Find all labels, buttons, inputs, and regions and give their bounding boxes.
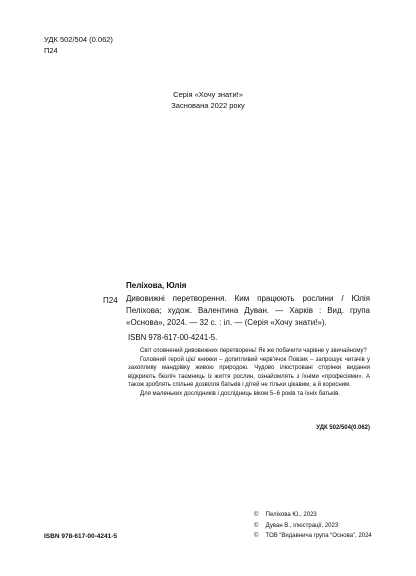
series-founded: Заснована 2022 року <box>171 101 245 110</box>
copyright-text: Пеліхова Ю., 2023 <box>265 512 317 518</box>
bibliographic-description: Дивовижні перетворення. Ким працюють рослини / Юлія Пеліхова; худож. Валентина Дуван. — Харків : Вид. група «Основа», 2024. — 32 с. : іл. — (Серія «Хочу знати!»). <box>126 294 370 327</box>
copyright-line <box>254 510 372 521</box>
abstract <box>128 347 370 399</box>
abstract-paragraph: Світ сповнений дивовижних перетворень! Як же побачити чарівне у звичайному? <box>140 348 367 354</box>
copyright-icon: © <box>254 533 259 539</box>
udc-index-right: УДК 502/504(0.062) <box>316 425 370 431</box>
author-name: Пеліхова, Юлія <box>126 281 187 290</box>
abstract-paragraph: Для маленьких дослідників і дослідниць віком 5–6 років та їхніх батьків. <box>140 390 340 397</box>
copyright-text: ТОВ “Видавнича група “Основа”, 2024 <box>265 533 372 539</box>
isbn-line: ISBN 978-617-00-4241-5. <box>128 333 218 342</box>
series-block <box>0 89 416 111</box>
udc-code: УДК 502/504 (0.062) <box>44 35 113 44</box>
copyright-block <box>254 510 372 542</box>
copyright-icon: © <box>254 522 259 529</box>
copyright-icon: © <box>254 512 259 518</box>
udc-index-top <box>44 34 113 56</box>
abstract-paragraph: Головний герой цієї книжки – допитливий черв'ячок Повзик – запрошує читачів у захопливу мандрівку живою природою. Чудово ілюстровані сторінки видання відкриють безліч таємниць із життя рослин, ознайомлять з їхніми «професіями». А також зроблять спільне дозвілля батьків і дітей не тільки цікавим, а й корисним. <box>128 356 370 389</box>
isbn-bottom: ISBN 978-617-00-4241-5 <box>44 533 117 540</box>
catalog-mark: П24 <box>44 46 58 55</box>
copyright-line <box>254 521 372 532</box>
catalog-code: П24 <box>103 296 118 305</box>
copyright-line <box>254 531 372 542</box>
copyright-text: Дуван В., ілюстрації, 2023 <box>265 522 339 529</box>
series-title: Серія «Хочу знати!» <box>173 90 243 99</box>
